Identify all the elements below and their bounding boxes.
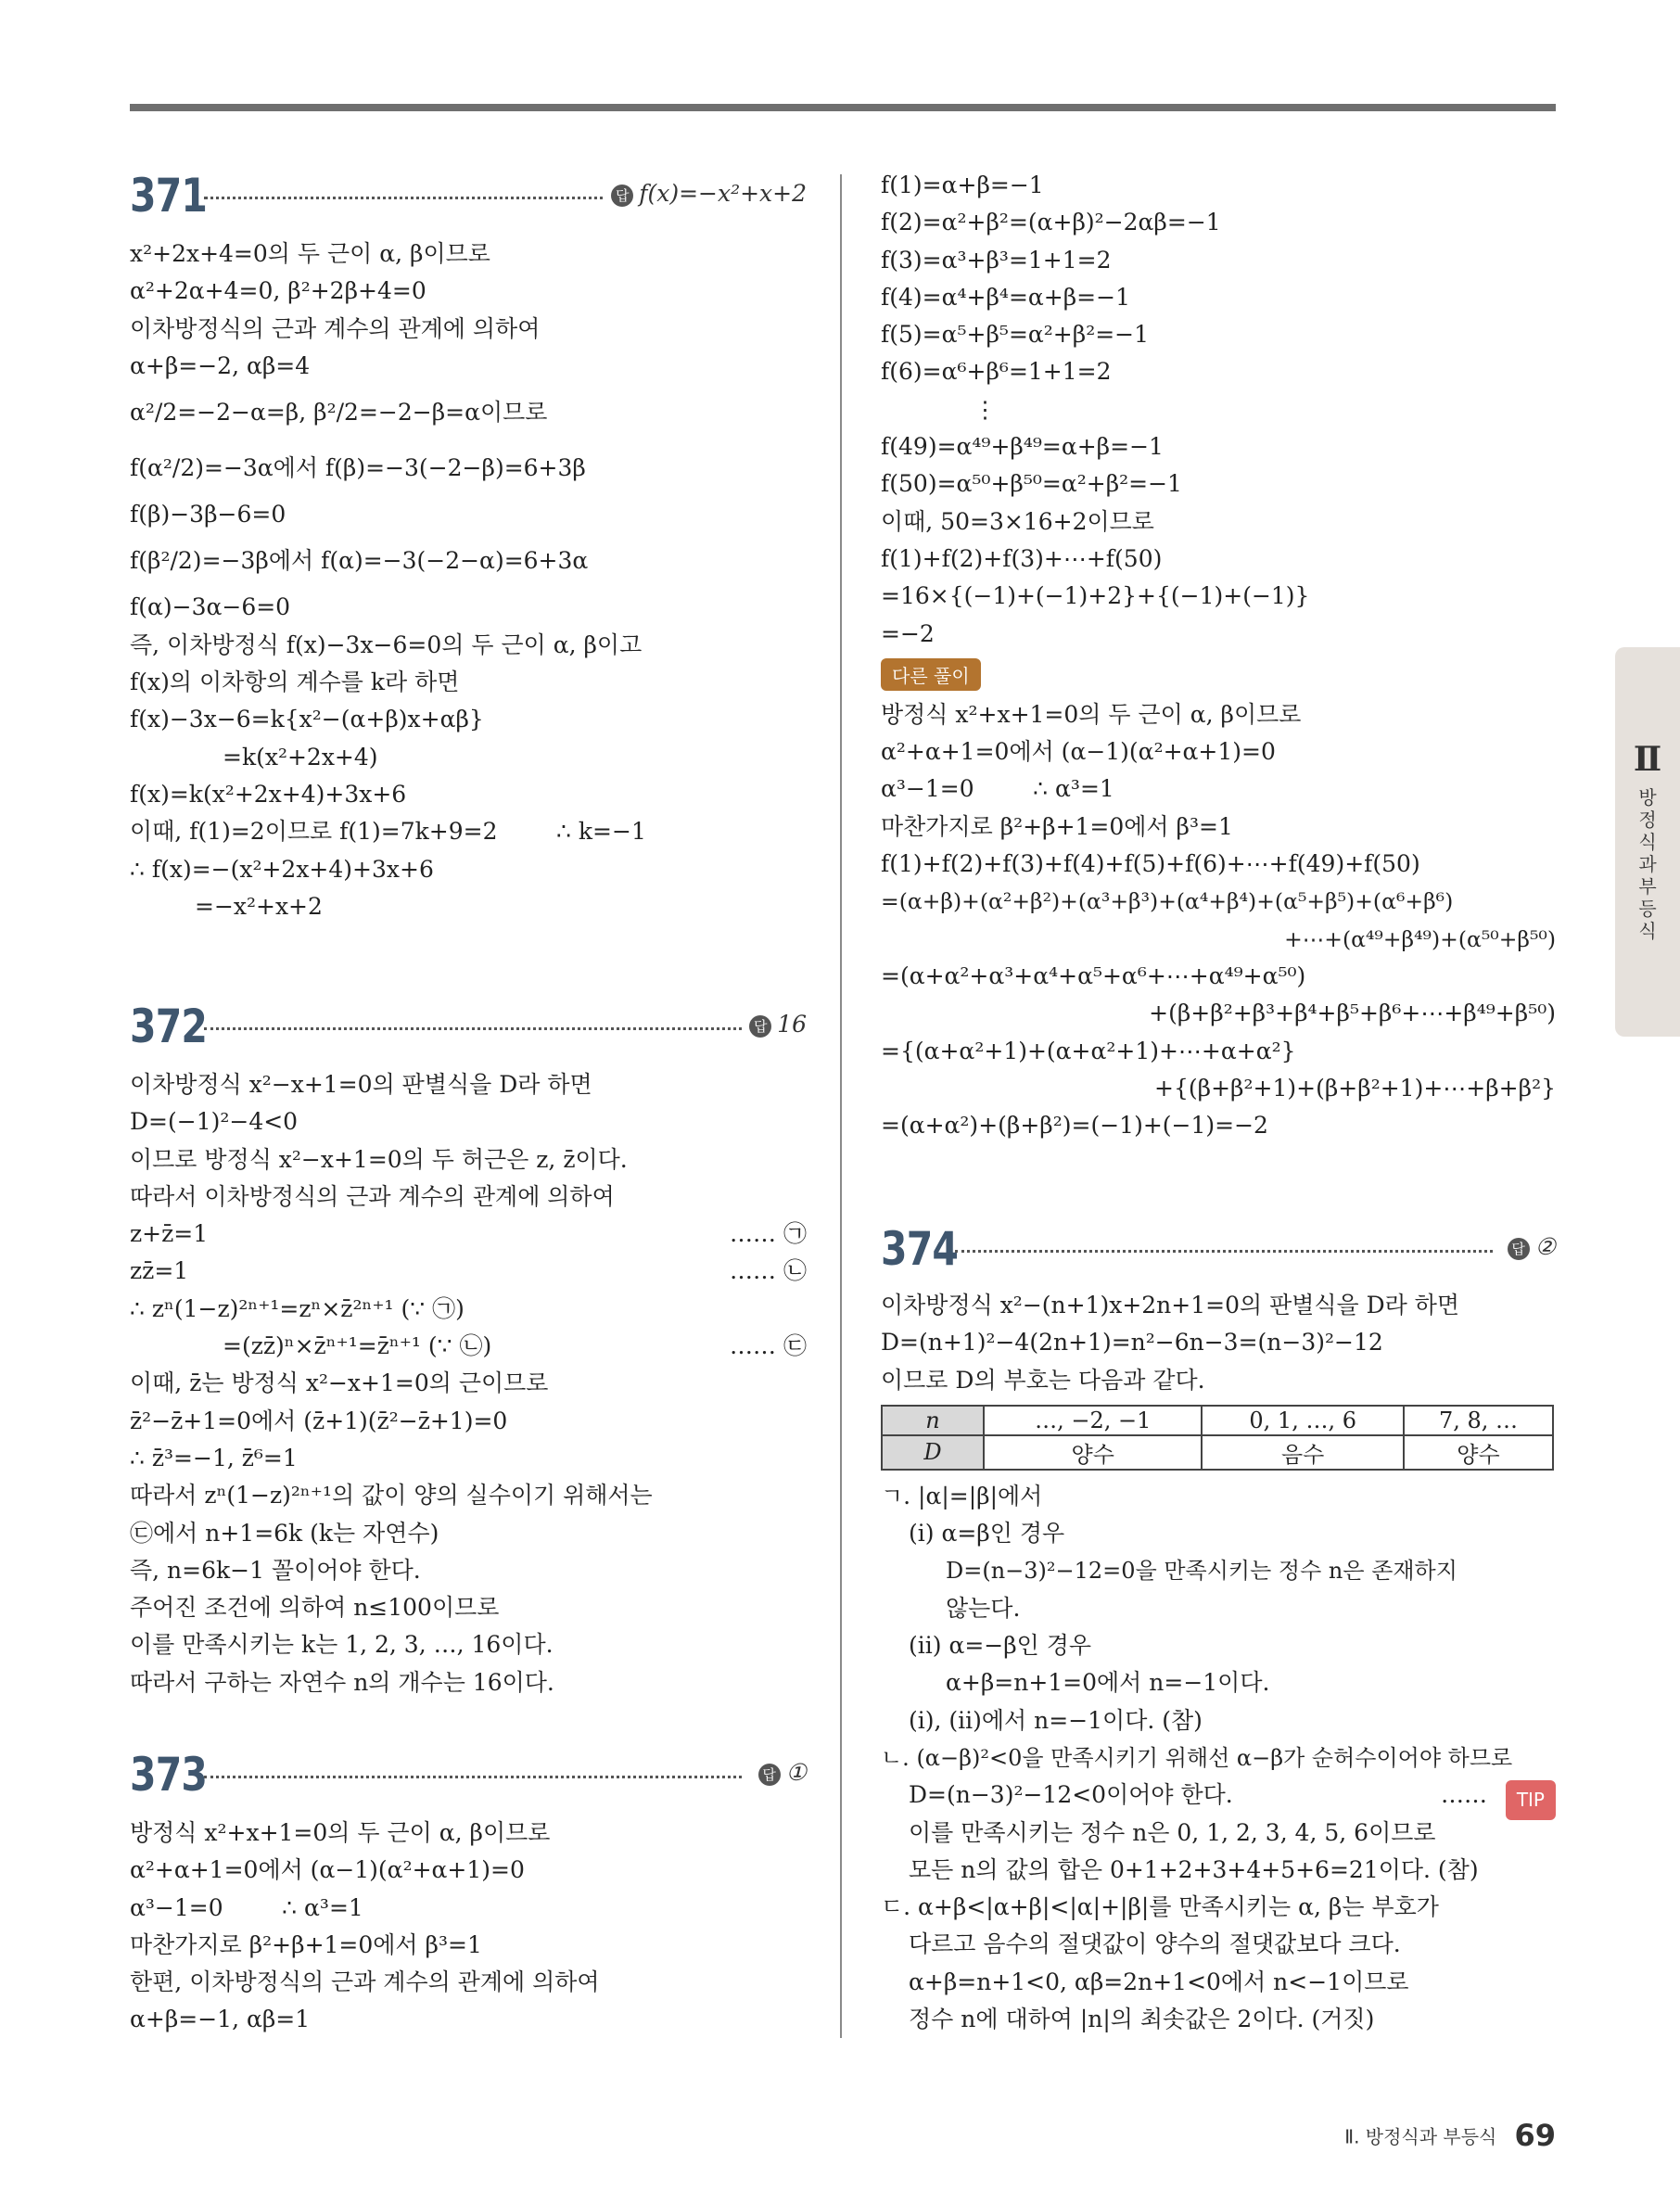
solution-line: f(x)=k(x²+2x+4)+3x+6 (130, 780, 407, 808)
solution-line: 이때, z̄는 방정식 x²−x+1=0의 근이므로 (130, 1369, 549, 1397)
solution-line: f(50)=α⁵⁰+β⁵⁰=α²+β²=−1 (881, 470, 1182, 498)
answer-badge-icon: 답 (1508, 1238, 1530, 1260)
solution-line: 따라서 zⁿ(1−z)²ⁿ⁺¹의 값이 양의 실수이기 위해서는 (130, 1482, 653, 1509)
solution-line: 방정식 x²+x+1=0의 두 근이 α, β이므로 (881, 700, 1302, 728)
solution-line: 이때, f(1)=2이므로 f(1)=7k+9=2 ∴ k=−1 (130, 818, 646, 846)
answer (742, 1011, 807, 1038)
solution-line: 마찬가지로 β²+β+1=0에서 β³=1 (881, 812, 1233, 840)
solution-line: f(4)=α⁴+β⁴=α+β=−1 (881, 283, 1130, 311)
problem-number: 373 (130, 1748, 208, 1802)
solution-line: 마찬가지로 β²+β+1=0에서 β³=1 (130, 1930, 482, 1958)
solution-line: f(α)−3α−6=0 (130, 593, 291, 621)
problem-header (130, 1748, 807, 1807)
problem-number: 371 (130, 169, 208, 223)
solution-line: 모든 n의 값의 합은 0+1+2+3+4+5+6=21이다. (참) (909, 1855, 1479, 1883)
alternative-solution-lines (881, 696, 1556, 1145)
table-header-cell: n (882, 1406, 984, 1435)
equation-text: D=(n−3)²−12<0이어야 한다. (909, 1781, 1233, 1809)
solution-line: z̄²−z̄+1=0에서 (z̄+1)(z̄²−z̄+1)=0 (130, 1407, 508, 1434)
solution-line: f(1)+f(2)+f(3)+⋯+f(50) (881, 544, 1163, 572)
solution-line: (ⅰ) α=β인 경우 (909, 1520, 1065, 1548)
solution-lines (881, 1287, 1556, 1399)
table-row (882, 1406, 1553, 1435)
solution-line: α³−1=0 ∴ α³=1 (130, 1893, 363, 1921)
solution-line: ㄴ. (α−β)²<0을 만족시키기 위해선 α−β가 순허수이어야 하므로 (881, 1744, 1513, 1771)
solution-line (130, 1328, 807, 1365)
answer (604, 180, 807, 207)
solution-line: 이차방정식 x²−x+1=0의 판별식을 D라 하면 (130, 1071, 592, 1098)
answer-badge-icon: 답 (611, 185, 633, 207)
answer-text: ① (785, 1759, 807, 1786)
answer-text: ② (1534, 1233, 1556, 1260)
tip-leader: …… (1441, 1781, 1487, 1809)
solution-line: ∴ zⁿ(1−z)²ⁿ⁺¹=zⁿ×z̄²ⁿ⁺¹ (∵ ㉠) (130, 1294, 465, 1322)
problem-header (130, 169, 807, 228)
problem-number: 372 (130, 1000, 208, 1053)
solution-line: f(β²/2)=−3β에서 f(α)=−3(−2−α)=6+3α (130, 547, 589, 575)
solution-line (130, 1253, 807, 1290)
leader-dots (955, 1250, 1493, 1253)
table-header-cell: D (882, 1435, 984, 1470)
table-cell: 양수 (984, 1435, 1202, 1470)
problem-372 (130, 1000, 807, 1701)
answer-text: f(x)=−x²+x+2 (639, 180, 807, 207)
solution-line: +{(β+β²+1)+(β+β²+1)+⋯+β+β²} (1154, 1074, 1556, 1102)
solution-line: α+β=−1, αβ=1 (130, 2006, 311, 2033)
solution-line: 이므로 D의 부호는 다음과 같다. (881, 1366, 1205, 1394)
equation-mark: …… ㉢ (730, 1332, 807, 1360)
solution-line: f(x)−3x−6=k{x²−(α+β)x+αβ} (130, 706, 484, 733)
solution-line: α²+α+1=0에서 (α−1)(α²+α+1)=0 (130, 1856, 525, 1884)
solution-line: D=(−1)²−4<0 (130, 1108, 299, 1136)
problem-header (881, 1222, 1556, 1281)
solution-line: 이므로 방정식 x²−x+1=0의 두 허근은 z, z̄이다. (130, 1145, 628, 1173)
solution-line: 이를 만족시키는 k는 1, 2, 3, …, 16이다. (130, 1631, 554, 1659)
answer (1500, 1233, 1556, 1260)
solution-line: f(x)의 이차항의 계수를 k라 하면 (130, 669, 460, 696)
solution-line: ∴ z̄³=−1, z̄⁶=1 (130, 1444, 298, 1471)
solution-line: 이를 만족시키는 정수 n은 0, 1, 2, 3, 4, 5, 6이므로 (909, 1818, 1436, 1846)
solution-line: f(1)+f(2)+f(3)+f(4)+f(5)+f(6)+⋯+f(49)+f(50) (881, 850, 1420, 878)
solution-line: α³−1=0 ∴ α³=1 (881, 775, 1114, 803)
solution-line: 않는다. (946, 1594, 1021, 1622)
equation-text: =(zz̄)ⁿ×z̄ⁿ⁺¹=z̄ⁿ⁺¹ (∵ ㉡) (223, 1332, 492, 1360)
chapter-side-tab[interactable] (1615, 647, 1680, 1037)
solution-line: =−x²+x+2 (195, 892, 323, 920)
tip-badge: TIP (1506, 1780, 1556, 1819)
table-cell: …, −2, −1 (984, 1406, 1202, 1435)
solution-line: =(α+α²)+(β+β²)=(−1)+(−1)=−2 (881, 1112, 1268, 1140)
solution-line: f(1)=α+β=−1 (881, 172, 1044, 198)
solution-line: x²+2x+4=0의 두 근이 α, β이므로 (130, 240, 490, 267)
solution-line: α²/2=−2−α=β, β²/2=−2−β=α이므로 (130, 399, 548, 427)
problem-header (130, 1000, 807, 1059)
solution-line: 주어진 조건에 의하여 n≤100이므로 (130, 1594, 500, 1622)
solution-line: α²+2α+4=0, β²+2β+4=0 (130, 277, 426, 305)
solution-lines (881, 1478, 1556, 2038)
table-cell: 7, 8, … (1404, 1406, 1553, 1435)
solution-line: 정수 n에 대하여 |n|의 최솟값은 2이다. (거짓) (909, 2006, 1375, 2033)
solution-line: f(6)=α⁶+β⁶=1+1=2 (881, 358, 1112, 386)
solution-line: f(5)=α⁵+β⁵=α²+β²=−1 (881, 321, 1150, 349)
solution-line: ∴ f(x)=−(x²+2x+4)+3x+6 (130, 855, 434, 883)
solution-line: f(2)=α²+β²=(α+β)²−2αβ=−1 (881, 209, 1221, 236)
solution-line: D=(n−3)²−12=0을 만족시키는 정수 n은 존재하지 (946, 1558, 1457, 1585)
solution-lines (130, 236, 807, 925)
equation-mark: …… ㉡ (730, 1257, 807, 1285)
answer-badge-icon: 답 (758, 1764, 781, 1786)
solution-line: D=(n+1)²−4(2n+1)=n²−6n−3=(n−3)²−12 (881, 1329, 1383, 1357)
answer (751, 1759, 807, 1786)
solution-line: ㄱ. |α|=|β|에서 (881, 1482, 1043, 1509)
solution-line: f(α²/2)=−3α에서 f(β)=−3(−2−β)=6+3β (130, 454, 586, 482)
problem-374 (881, 1222, 1556, 2038)
solution-line: 이차방정식 x²−(n+1)x+2n+1=0의 판별식을 D라 하면 (881, 1292, 1460, 1318)
solution-line: 방정식 x²+x+1=0의 두 근이 α, β이므로 (130, 1819, 551, 1846)
solution-line: =(α+α²+α³+α⁴+α⁵+α⁶+⋯+α⁴⁹+α⁵⁰) (881, 962, 1306, 989)
solution-line: 이때, 50=3×16+2이므로 (881, 507, 1154, 535)
problem-number: 374 (881, 1222, 959, 1276)
solution-line: 즉, n=6k−1 꼴이어야 한다. (130, 1556, 421, 1584)
chapter-number: Ⅱ (1633, 740, 1662, 779)
equation-text: z+z̄=1 (130, 1220, 209, 1248)
solution-line: α+β=n+1<0, αβ=2n+1<0에서 n<−1이므로 (909, 1968, 1409, 1995)
table-cell: 양수 (1404, 1435, 1553, 1470)
leader-dots (204, 1027, 742, 1030)
answer-text: 16 (777, 1011, 807, 1038)
table-cell: 음수 (1202, 1435, 1404, 1470)
solution-line: 따라서 이차방정식의 근과 계수의 관계에 의하여 (130, 1182, 615, 1210)
table-cell: 0, 1, …, 6 (1202, 1406, 1404, 1435)
page-number: 69 (1514, 2118, 1556, 2153)
alternative-solution-tag: 다른 풀이 (881, 658, 981, 691)
problem-373 (130, 1748, 807, 2039)
solution-line: 한편, 이차방정식의 근과 계수의 관계에 의하여 (130, 1968, 600, 1996)
solution-line: 이차방정식의 근과 계수의 관계에 의하여 (130, 314, 541, 342)
solution-line: =−2 (881, 619, 935, 647)
solution-line: +⋯+(α⁴⁹+β⁴⁹)+(α⁵⁰+β⁵⁰) (1284, 925, 1556, 952)
answer-badge-icon: 답 (749, 1015, 771, 1038)
sign-table (881, 1405, 1554, 1471)
solution-line: α+β=−2, αβ=4 (130, 351, 311, 379)
problem-373-continued (881, 167, 1556, 1144)
solution-line: =16×{(−1)+(−1)+2}+{(−1)+(−1)} (881, 582, 1310, 610)
solution-line: 즉, 이차방정식 f(x)−3x−6=0의 두 근이 α, β이고 (130, 631, 643, 658)
solution-line: f(49)=α⁴⁹+β⁴⁹=α+β=−1 (881, 433, 1164, 461)
solution-lines (130, 1815, 807, 2039)
solution-line: (ⅱ) α=−β인 경우 (909, 1632, 1092, 1660)
solution-lines (130, 1066, 807, 1701)
solution-line: ⋮ (974, 395, 997, 423)
equation-mark: …… ㉠ (730, 1220, 807, 1248)
solution-line (130, 1216, 807, 1253)
page-footer (1344, 2118, 1556, 2153)
column-divider (840, 174, 842, 2038)
chapter-title: 방정식과 부등식 (1638, 786, 1657, 942)
equation-text: zz̄=1 (130, 1257, 189, 1285)
solution-line: +(β+β²+β³+β⁴+β⁵+β⁶+⋯+β⁴⁹+β⁵⁰) (1149, 1000, 1556, 1027)
leader-dots (204, 1776, 742, 1778)
solution-line: ={(α+α²+1)+(α+α²+1)+⋯+α+α²} (881, 1037, 1296, 1064)
solution-line: f(β)−3β−6=0 (130, 501, 286, 529)
table-row (882, 1435, 1553, 1470)
solution-line: 따라서 구하는 자연수 n의 개수는 16이다. (130, 1668, 554, 1696)
solution-line: α+β=n+1=0에서 n=−1이다. (946, 1669, 1270, 1697)
solution-lines (881, 167, 1556, 653)
solution-line: ㄷ. α+β<|α+β|<|α|+|β|를 만족시키는 α, β는 부호가 (881, 1893, 1439, 1921)
footer-chapter: Ⅱ. 방정식과 부등식 (1344, 2125, 1497, 2148)
solution-line: =k(x²+2x+4) (223, 743, 378, 771)
solution-line: ㉢에서 n+1=6k (k는 자연수) (130, 1519, 439, 1547)
solution-line: α²+α+1=0에서 (α−1)(α²+α+1)=0 (881, 738, 1276, 766)
solution-line: (ⅰ), (ⅱ)에서 n=−1이다. (참) (909, 1706, 1203, 1734)
solution-line: 다르고 음수의 절댓값이 양수의 절댓값보다 크다. (909, 1930, 1401, 1958)
problem-371 (130, 169, 807, 925)
solution-line: f(3)=α³+β³=1+1=2 (881, 246, 1112, 274)
solution-line: =(α+β)+(α²+β²)+(α³+β³)+(α⁴+β⁴)+(α⁵+β⁵)+(α⁶+β⁶) (881, 888, 1454, 915)
top-rule (130, 104, 1556, 111)
solution-line (881, 1777, 1556, 1814)
